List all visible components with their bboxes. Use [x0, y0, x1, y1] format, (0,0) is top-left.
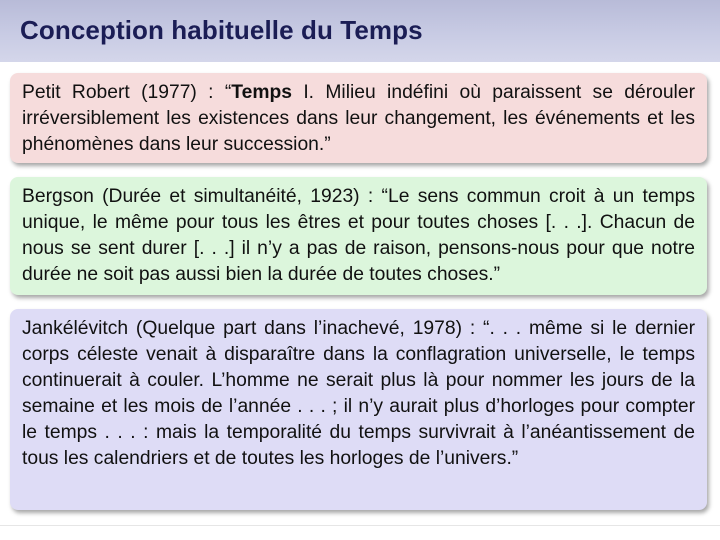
title-bar	[0, 0, 720, 62]
quote-intro: Petit Robert (1977) : “	[22, 82, 232, 103]
page-title: Conception habituelle du Temps	[20, 15, 423, 45]
quote-block-bergson	[10, 177, 707, 295]
quote-block-petit-robert	[10, 73, 707, 163]
quote-term: Temps	[231, 82, 292, 103]
quote-text: Jankélévitch (Quelque part dans l’inachevé, 1978) : “. . . même si le dernier corps céleste venait à disparaître dans la conflagration universelle, le temps continuerait à couler. L’homme ne serait plus là pour nommer les jours de la semaine et les mois de l’année . . . ; il n’y aurait plus d’horloges pour compter le temps . . . : mais la temporalité du temps survivrait à l’anéantissement de tous les calendriers et de toutes les horloges de l’univers.”	[22, 318, 695, 469]
quote-block-jankelevitch	[10, 309, 707, 510]
footer-divider	[0, 525, 720, 526]
quote-text: Bergson (Durée et simultanéité, 1923) : “Le sens commun croit à un temps unique, le même pour tous les êtres et pour toutes choses [. . .]. Chacun de nous se sent durer [. . .] il n’y a pas de raison, pensons-nous pour que notre durée ne soit pas aussi bien la durée de toutes choses.”	[22, 186, 695, 285]
quote-definition: I. Milieu indéfini où paraissent se dérouler irréversiblement les existences dans leur changement, les événements et les phénomènes dans leur succession.”	[22, 82, 695, 155]
